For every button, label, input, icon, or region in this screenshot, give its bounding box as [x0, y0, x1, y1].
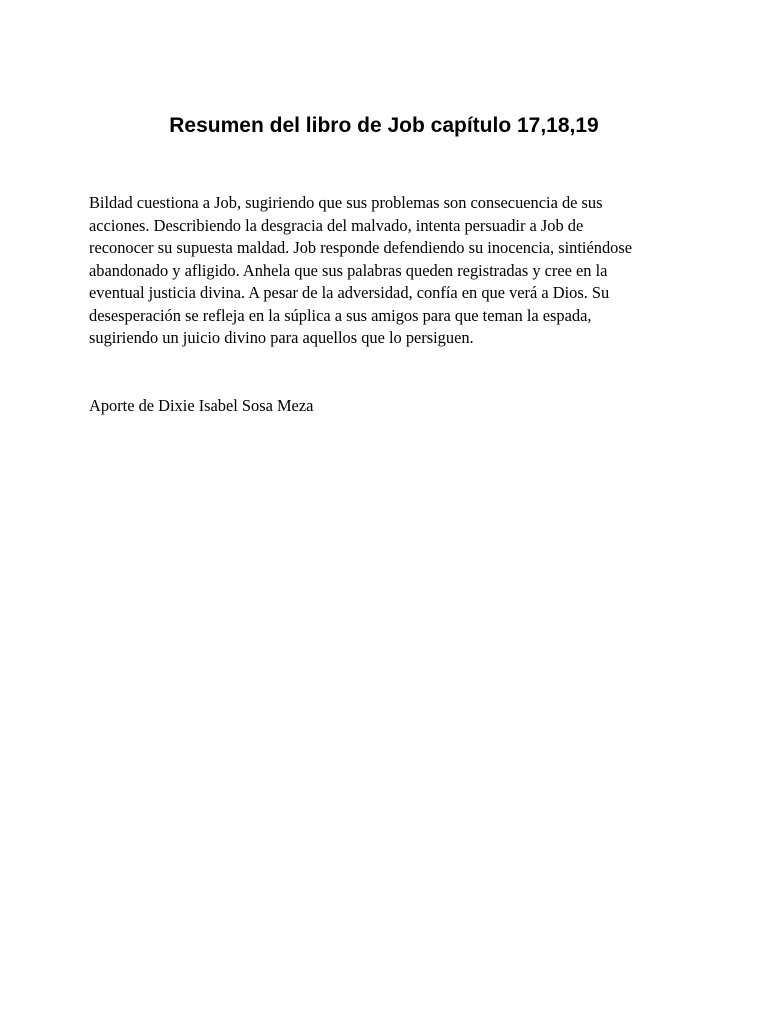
document-title: Resumen del libro de Job capítulo 17,18,19: [169, 114, 599, 137]
paragraph-line: acciones. Describiendo la desgracia del malvado, intenta persuadir a Job de: [89, 215, 584, 235]
paragraph-line: reconocer su supuesta maldad. Job responde defendiendo su inocencia, sintiéndose: [89, 238, 633, 257]
paragraph-line: eventual justicia divina. A pesar de la adversidad, confía en que verá a Dios. Su: [89, 283, 610, 302]
paragraph-line: desesperación se refleja en la súplica a sus amigos para que teman la espada,: [89, 305, 592, 325]
author-credit: Aporte de Dixie Isabel Sosa Meza: [89, 396, 314, 415]
paragraph-line: Bildad cuestiona a Job, sugiriendo que sus problemas son consecuencia de sus: [89, 193, 603, 212]
summary-paragraph: [89, 192, 689, 350]
paragraph-line: abandonado y afligido. Anhela que sus palabras queden registradas y cree en la: [89, 260, 608, 280]
paragraph-line: sugiriendo un juicio divino para aquellos que lo persiguen.: [89, 328, 474, 347]
